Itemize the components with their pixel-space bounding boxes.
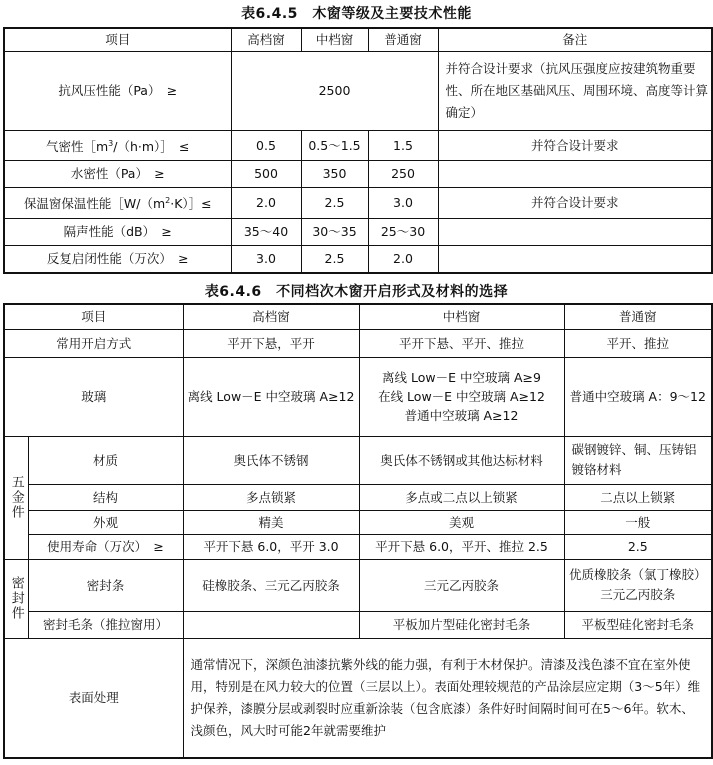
cell-mid: 350 xyxy=(301,160,368,187)
table-row xyxy=(4,559,712,611)
header-mid: 中档窗 xyxy=(359,304,564,329)
table-6-4-6 xyxy=(3,303,713,759)
row-label xyxy=(4,130,231,160)
cell-normal: 二点以上锁紧 xyxy=(564,484,712,510)
table-row xyxy=(4,484,712,510)
cell-high: 精美 xyxy=(183,510,359,534)
cell-mid: 30～35 xyxy=(301,218,368,245)
cell-high: 0.5 xyxy=(231,130,301,160)
cell-high: 500 xyxy=(231,160,301,187)
cell-mid: 奥氏体不锈钢或其他达标材料 xyxy=(359,436,564,484)
cell-mid: 2.5 xyxy=(301,187,368,218)
table-row xyxy=(4,510,712,534)
cell-high xyxy=(183,611,359,638)
cell-normal: 25～30 xyxy=(368,218,438,245)
cell-mid: 多点或二点以上锁紧 xyxy=(359,484,564,510)
cell-normal: 优质橡胶条（氯丁橡胶）三元乙丙胶条 xyxy=(564,559,712,611)
cell-high: 3.0 xyxy=(231,245,301,273)
table-header-row xyxy=(4,304,712,329)
label-sup: 2 xyxy=(165,196,171,206)
header-normal: 普通窗 xyxy=(368,28,438,51)
row-label: 玻璃 xyxy=(4,357,183,436)
glass-mid-line: 离线 Low－E 中空玻璃 A≥9 xyxy=(382,370,541,385)
cell-mid: 平开下悬、平开、推拉 xyxy=(359,329,564,357)
header-mid: 中档窗 xyxy=(301,28,368,51)
cell-normal: 3.0 xyxy=(368,187,438,218)
table-row xyxy=(4,638,712,758)
label-part: 保温窗保温性能［W/（m xyxy=(23,196,166,212)
table-row xyxy=(4,218,712,245)
row-label: 常用开启方式 xyxy=(4,329,183,357)
table-row xyxy=(4,357,712,436)
header-item: 项目 xyxy=(4,28,231,51)
row-label: 密封条 xyxy=(28,559,183,611)
cell-high: 平开下悬 6.0，平开 3.0 xyxy=(183,534,359,559)
table-6-4-6-caption: 表6.4.6 不同档次木窗开启形式及材料的选择 xyxy=(204,284,509,300)
row-label: 外观 xyxy=(28,510,183,534)
label-part: 气密性［m xyxy=(45,139,109,155)
glass-mid-line: 普通中空玻璃 A≥12 xyxy=(404,408,519,423)
cell-normal: 碳钢镀锌、铜、压铸铝镀铬材料 xyxy=(564,436,712,484)
cell-high: 2.0 xyxy=(231,187,301,218)
row-note xyxy=(438,160,712,187)
label-part: /（h·m）］ ≤ xyxy=(113,139,190,155)
row-label: 材质 xyxy=(28,436,183,484)
row-note xyxy=(438,245,712,273)
cell-mid: 0.5～1.5 xyxy=(301,130,368,160)
cell-mid: 美观 xyxy=(359,510,564,534)
table-row xyxy=(4,160,712,187)
cell-high: 多点锁紧 xyxy=(183,484,359,510)
cell-high: 硅橡胶条、三元乙丙胶条 xyxy=(183,559,359,611)
cell-mid: 2.5 xyxy=(301,245,368,273)
row-label: 抗风压性能（Pa） ≥ xyxy=(4,51,231,130)
hardware-group-label: 五金件 xyxy=(4,436,28,559)
label-sup: 3 xyxy=(108,138,114,148)
cell-mid xyxy=(359,357,564,436)
table-row xyxy=(4,329,712,357)
surface-treatment-text: 通常情况下，深颜色油漆抗紫外线的能力强，有利于木材保护。清漆及浅色漆不宜在室外使用，特别是在风力较大的位置（三层以上）。表面处理较规范的产品涂层应定期（3～5年）维护保养，漆膜分层或剥裂时应重新涂装（包含底漆）条件好时间隔时间可在5～6年。软木、浅颜色，风大时可能2年就需要维护 xyxy=(183,638,712,758)
wind-value: 2500 xyxy=(231,51,438,130)
row-label: 隔声性能（dB） ≥ xyxy=(4,218,231,245)
cell-normal: 平板型硅化密封毛条 xyxy=(564,611,712,638)
row-note: 并符合设计要求（抗风压强度应按建筑物重要性、所在地区基础风压、周围环境、高度等计算确定） xyxy=(438,51,712,130)
label-part: ·K）］≤ xyxy=(170,196,212,212)
cell-mid: 平开下悬 6.0，平开、推拉 2.5 xyxy=(359,534,564,559)
table-header-row xyxy=(4,28,712,51)
cell-normal: 普通中空玻璃 A：9～12 xyxy=(564,357,712,436)
row-label: 表面处理 xyxy=(4,638,183,758)
seal-group-label: 密封件 xyxy=(4,559,28,638)
header-normal: 普通窗 xyxy=(564,304,712,329)
row-label xyxy=(4,187,231,218)
row-label: 密封毛条（推拉窗用） xyxy=(28,611,183,638)
cell-normal: 250 xyxy=(368,160,438,187)
row-label: 水密性（Pa） ≥ xyxy=(4,160,231,187)
header-item: 项目 xyxy=(4,304,183,329)
header-high: 高档窗 xyxy=(231,28,301,51)
cell-normal: 2.5 xyxy=(564,534,712,559)
row-label: 反复启闭性能（万次） ≥ xyxy=(4,245,231,273)
table-row xyxy=(4,187,712,218)
cell-high: 35～40 xyxy=(231,218,301,245)
table-row xyxy=(4,130,712,160)
cell-normal: 一般 xyxy=(564,510,712,534)
cell-high: 奥氏体不锈钢 xyxy=(183,436,359,484)
cell-high: 离线 Low－E 中空玻璃 A≥12 xyxy=(183,357,359,436)
cell-normal: 2.0 xyxy=(368,245,438,273)
cell-mid: 平板加片型硅化密封毛条 xyxy=(359,611,564,638)
table-row xyxy=(4,611,712,638)
row-note: 并符合设计要求 xyxy=(438,130,712,160)
cell-high: 平开下悬，平开 xyxy=(183,329,359,357)
header-high: 高档窗 xyxy=(183,304,359,329)
row-label: 使用寿命（万次） ≥ xyxy=(28,534,183,559)
row-note xyxy=(438,218,712,245)
table-row xyxy=(4,51,712,130)
table-6-4-5 xyxy=(3,27,713,274)
header-note: 备注 xyxy=(438,28,712,51)
cell-normal: 1.5 xyxy=(368,130,438,160)
glass-mid-line: 在线 Low－E 中空玻璃 A≥12 xyxy=(378,389,545,404)
cell-mid: 三元乙丙胶条 xyxy=(359,559,564,611)
table-6-4-5-caption: 表6.4.5 木窗等级及主要技术性能 xyxy=(241,6,472,22)
row-label: 结构 xyxy=(28,484,183,510)
row-note: 并符合设计要求 xyxy=(438,187,712,218)
cell-normal: 平开、推拉 xyxy=(564,329,712,357)
table-row xyxy=(4,436,712,484)
table-row xyxy=(4,534,712,559)
table-row xyxy=(4,245,712,273)
